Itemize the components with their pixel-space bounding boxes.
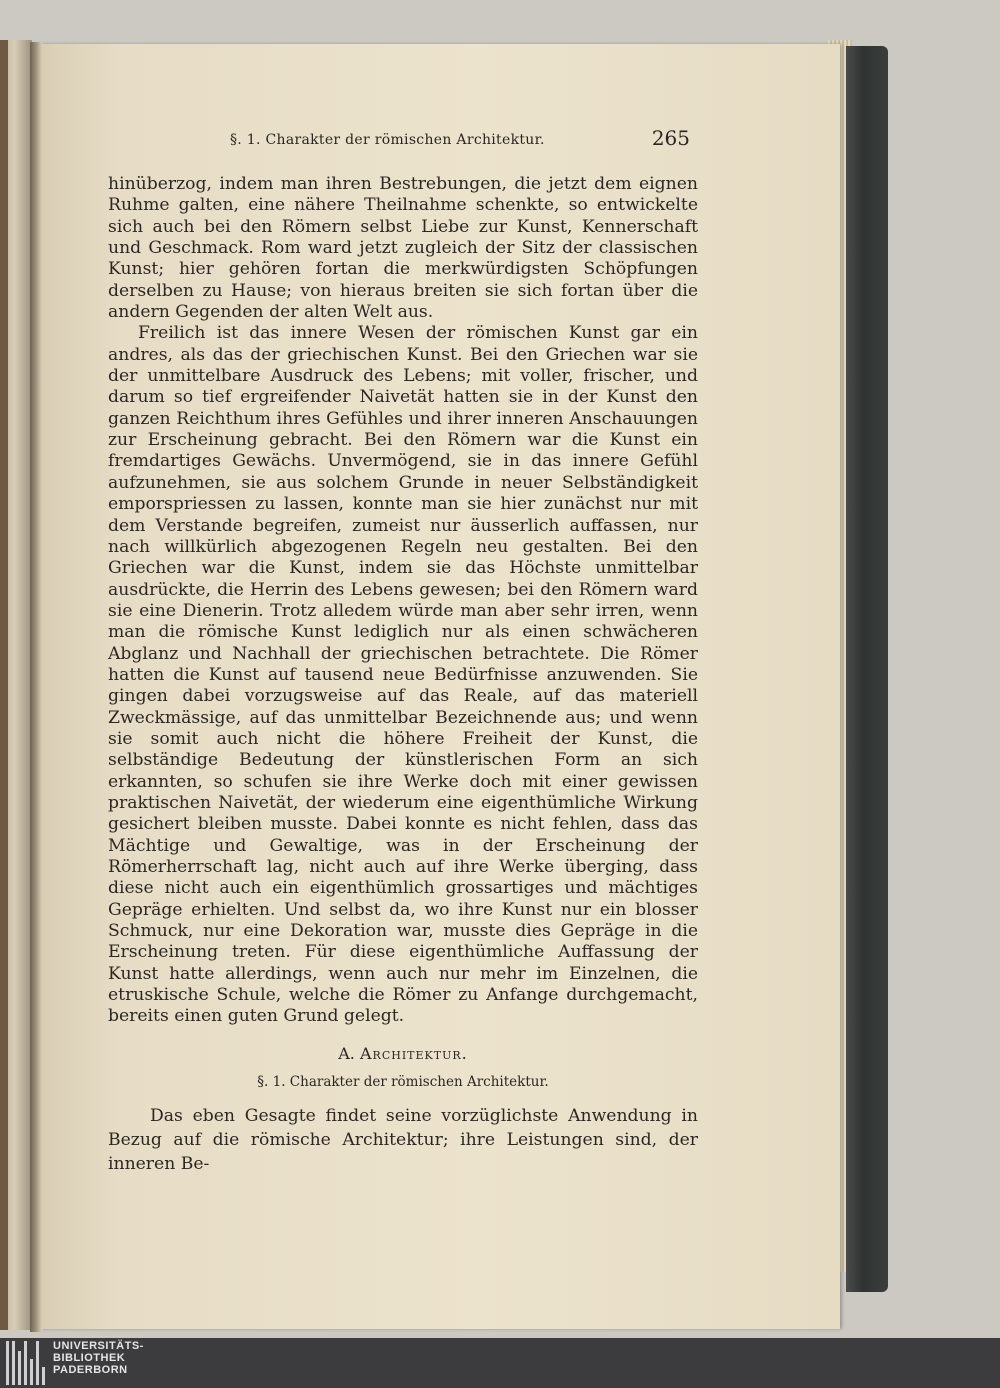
logo-line: BIBLIOTHEK — [53, 1352, 126, 1364]
paragraph: Das eben Gesagte findet seine vorzüglichste Anwendung in Bezug auf die römische Architektur; ihre Leistungen sind, der inneren Be- — [108, 1106, 698, 1174]
running-head: §. 1. Charakter der römischen Architektur. — [230, 132, 545, 148]
body-text — [108, 174, 698, 1028]
logo-line: PADERBORN — [53, 1364, 128, 1376]
subsection-heading: §. 1. Charakter der römischen Architektur. — [257, 1074, 549, 1090]
book-cover — [846, 46, 888, 1292]
library-logo-icon — [6, 1341, 48, 1385]
page-header — [230, 126, 690, 154]
section-heading — [108, 1044, 698, 1063]
section-title: Architektur. — [359, 1044, 468, 1063]
logo-line: UNIVERSITÄTS- — [53, 1340, 144, 1352]
left-cover-edge — [0, 40, 8, 1330]
section-letter: A. — [338, 1044, 355, 1063]
section-text — [108, 1104, 698, 1176]
paragraph: Freilich ist das innere Wesen der römischen Kunst gar ein andres, als das der griechischen Kunst. Bei den Griechen war sie der unmittelbare Ausdruck des Lebens; mit voller, frischer, und darum so tief ergreifender Naivetät hatten sie in der Kunst den ganzen Reichthum ihres Gefühles und ihrer inneren Anschauungen zur Erscheinung gebracht. Bei den Römern war die Kunst ein fremdartiges Gewächs. Unvermögend, sie in das innere Gefühl aufzunehmen, sie aus solchem Grunde in neuer Selbständigkeit emporspriessen zu lassen, konnte man sie hier zunächst nur mit dem Verstande begreifen, zumeist nur äusserlich auffassen, nur nach willkürlich abgezogenen Regeln neu gestalten. Bei den Griechen war die Kunst, indem sie das Höchste unmittelbar ausdrückte, die Herrin des Lebens gewesen; bei den Römern ward sie eine Dienerin. Trotz alledem würde man aber sehr irren, wenn man die römische Kunst lediglich nur als einen schwächeren Abglanz und Nachhall der griechischen betrachtete. Die Römer hatten die Kunst auf tausend neue Bedürfnisse anzuwenden. Sie gingen dabei vorzugsweise auf das Reale, auf das materiell Zweckmässige, auf das unmittelbar Bezeichnende aus; und wenn sie somit auch nicht die höhere Freiheit der Kunst, die selbständige Bedeutung der künstlerischen Form an sich erkannten, so schufen sie ihre Werke doch mit einer gewissen praktischen Naivetät, der wiederum eine eigenthümliche Wirkung gesichert bleiben musste. Dabei konnte es nicht fehlen, dass das Mächtige und Gewaltige, was in der Erscheinung der Römerherrschaft lag, nicht auch auf ihre Werke überging, dass diese nicht auch ein eigenthümlich grossartiges und mächtiges Gepräge erhielten. Und selbst da, wo ihre Kunst nur ein blosser Schmuck, nur eine Dekoration war, musste dies Gepräge in die Erscheinung treten. Für diese eigenthümliche Auffassung der Kunst hatte allerdings, wenn auch nur mehr im Einzelnen, die etruskische Schule, welche die Römer zu Anfange durchgemacht, bereits einen guten Grund gelegt. — [108, 323, 698, 1027]
page-number: 265 — [651, 126, 690, 150]
paragraph: hinüberzog, indem man ihren Bestrebungen, die jetzt dem eignen Ruhme galten, eine nähere Theilnahme schenkte, so entwickelte sich auch bei den Römern selbst Liebe zur Kunst, Kennerschaft und Geschmack. Rom ward jetzt zugleich der Sitz der classischen Kunst; hier gehören fortan die merkwürdigsten Schöpfungen derselben zu Hause; von hieraus breiten sie sich fortan über die andern Gegenden der alten Welt aus. — [108, 174, 698, 323]
library-logo-text — [53, 1340, 173, 1376]
book-gutter — [30, 42, 42, 1332]
